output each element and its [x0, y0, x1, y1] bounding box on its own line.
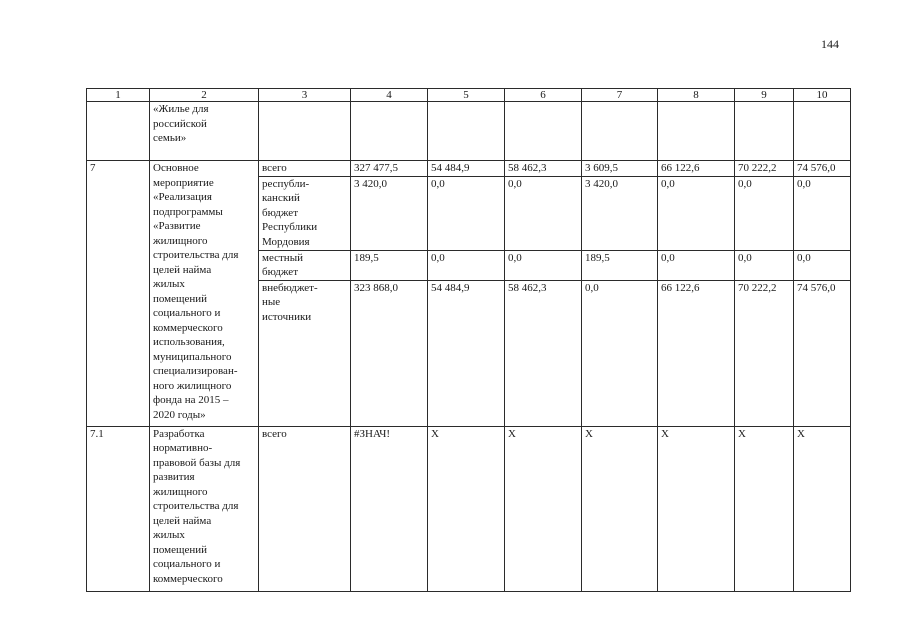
funding-source-label: внебюджет- ные источники: [259, 280, 351, 426]
table-cell: [735, 102, 794, 161]
table-cell: [351, 102, 428, 161]
header-cell: 3: [259, 89, 351, 102]
value-cell: Х: [428, 426, 505, 591]
program-funding-table: [86, 88, 851, 592]
table-cell: [658, 102, 735, 161]
row-number: 7.1: [87, 426, 150, 591]
value-cell: Х: [582, 426, 658, 591]
value-cell: 3 609,5: [582, 161, 658, 177]
funding-source-label: всего: [259, 426, 351, 591]
page-number: 144: [821, 37, 839, 51]
table-cell: [582, 102, 658, 161]
table-row: [87, 161, 851, 177]
value-cell: 0,0: [658, 250, 735, 280]
value-cell: 66 122,6: [658, 161, 735, 177]
value-cell: 58 462,3: [505, 280, 582, 426]
value-cell: Х: [794, 426, 851, 591]
value-cell: 0,0: [735, 250, 794, 280]
value-cell: 3 420,0: [351, 176, 428, 250]
table-cell: [505, 102, 582, 161]
funding-source-label: местный бюджет: [259, 250, 351, 280]
value-cell: 66 122,6: [658, 280, 735, 426]
value-cell: Х: [735, 426, 794, 591]
header-cell: 9: [735, 89, 794, 102]
value-cell: 74 576,0: [794, 280, 851, 426]
header-cell: 8: [658, 89, 735, 102]
value-cell: 189,5: [351, 250, 428, 280]
header-cell: 10: [794, 89, 851, 102]
value-cell: 70 222,2: [735, 161, 794, 177]
value-cell: 0,0: [505, 176, 582, 250]
value-cell: 54 484,9: [428, 161, 505, 177]
header-cell: 4: [351, 89, 428, 102]
value-cell: 3 420,0: [582, 176, 658, 250]
activity-name: Основное мероприятие «Реализация подпрограммы «Развитие жилищного строительства для целей найма жилых помещений социального и коммерческого использования, муниципального специализирован- ного жилищного фонда на 2015 – 2020 годы»: [150, 161, 259, 427]
header-cell: 2: [150, 89, 259, 102]
value-cell: #ЗНАЧ!: [351, 426, 428, 591]
value-cell: 0,0: [794, 176, 851, 250]
value-cell: 54 484,9: [428, 280, 505, 426]
value-cell: 327 477,5: [351, 161, 428, 177]
value-cell: 0,0: [428, 250, 505, 280]
continuation-row: [87, 102, 851, 161]
value-cell: 0,0: [582, 280, 658, 426]
activity-name: Разработка нормативно- правовой базы для развития жилищного строительства для целей найма жилых помещений социального и коммерческого: [150, 426, 259, 591]
table-cell: [794, 102, 851, 161]
value-cell: Х: [658, 426, 735, 591]
value-cell: 0,0: [794, 250, 851, 280]
row-number: 7: [87, 161, 150, 427]
value-cell: 0,0: [428, 176, 505, 250]
value-cell: 0,0: [505, 250, 582, 280]
header-cell: 5: [428, 89, 505, 102]
header-cell: 6: [505, 89, 582, 102]
value-cell: 323 868,0: [351, 280, 428, 426]
table-row: [87, 426, 851, 591]
value-cell: 189,5: [582, 250, 658, 280]
value-cell: 70 222,2: [735, 280, 794, 426]
column-number-row: [87, 89, 851, 102]
table-cell: [259, 102, 351, 161]
header-cell: 1: [87, 89, 150, 102]
table-cell: [428, 102, 505, 161]
value-cell: 0,0: [658, 176, 735, 250]
funding-source-label: всего: [259, 161, 351, 177]
header-cell: 7: [582, 89, 658, 102]
continued-program-name: «Жилье для российской семьи»: [150, 102, 259, 161]
value-cell: 58 462,3: [505, 161, 582, 177]
funding-source-label: республи- канский бюджет Республики Мордовия: [259, 176, 351, 250]
value-cell: 0,0: [735, 176, 794, 250]
value-cell: Х: [505, 426, 582, 591]
table-cell: [87, 102, 150, 161]
value-cell: 74 576,0: [794, 161, 851, 177]
